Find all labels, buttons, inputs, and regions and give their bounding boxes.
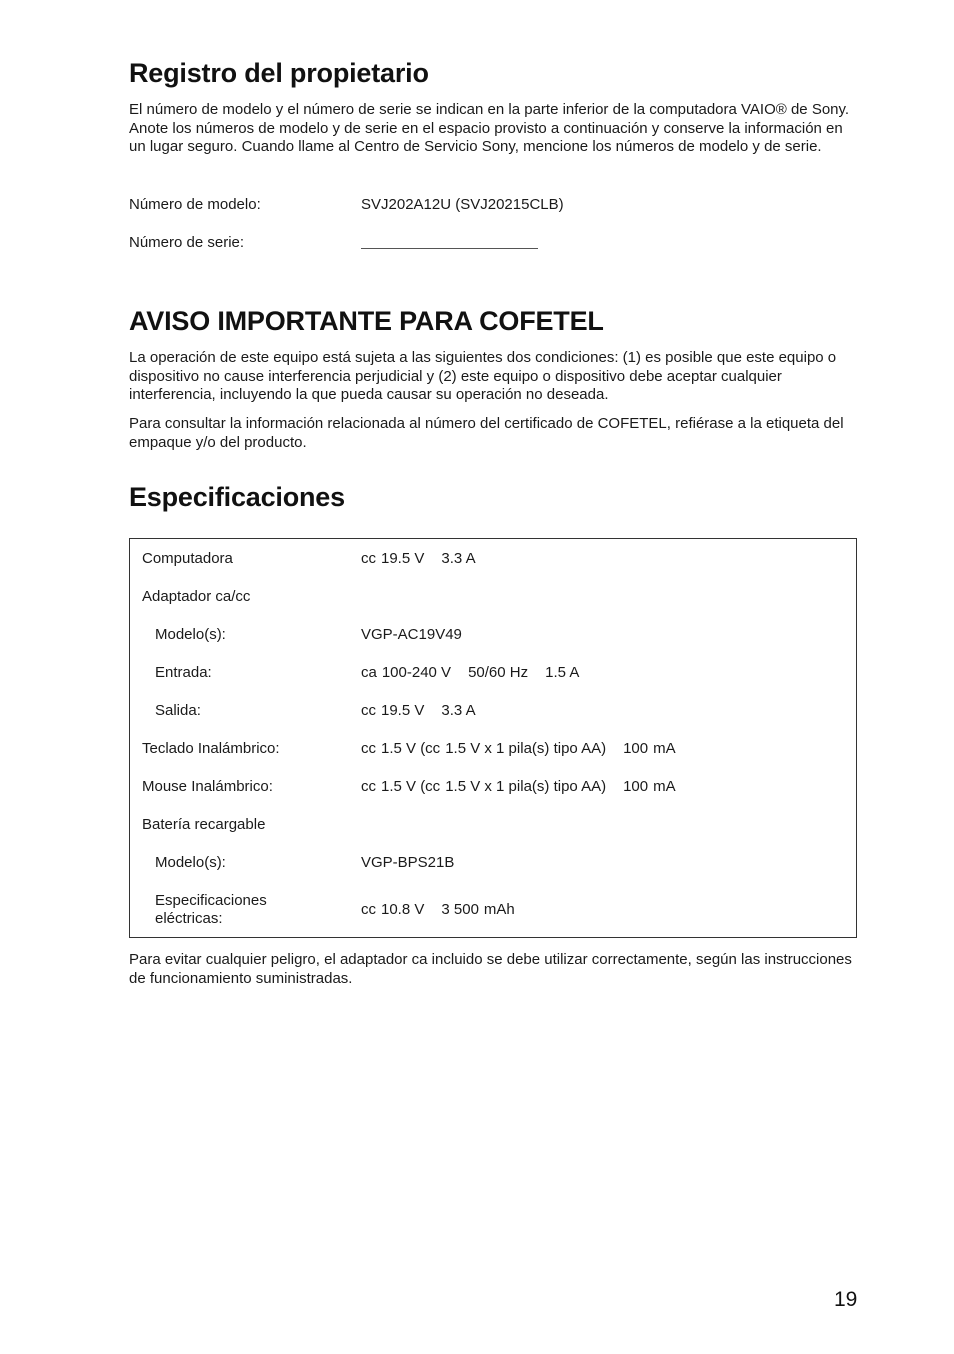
section-title-registro: Registro del propietario (129, 58, 429, 88)
spec-label: Mouse Inalámbrico: (142, 778, 273, 795)
specifications-table (129, 538, 857, 938)
section-title-aviso: AVISO IMPORTANTE PARA COFETEL (129, 306, 604, 336)
model-number-label: Número de modelo: (129, 196, 261, 213)
spec-value: cc 1.5 V (cc 1.5 V x 1 pila(s) tipo AA) 100 mA (361, 778, 676, 795)
section-title-especificaciones: Especificaciones (129, 482, 345, 512)
spec-label: Salida: (155, 702, 201, 719)
safety-note-paragraph: Para evitar cualquier peligro, el adaptador ca incluido se debe utilizar correctamente, según las instrucciones de funcionamiento suministradas. (129, 951, 852, 987)
spec-label: Batería recargable (142, 816, 266, 833)
aviso-paragraph-1: La operación de este equipo está sujeta a las siguientes dos condiciones: (1) es posible que este equipo o dispositivo no cause interferencia perjudicial y (2) este equipo o dispositivo debe aceptar cualquier interferencia, incluyendo la que pueda causar su operación no deseada. (129, 349, 837, 404)
spec-label: Adaptador ca/cc (142, 588, 251, 605)
spec-value: VGP-BPS21B (361, 854, 455, 871)
spec-value: cc 19.5 V 3.3 A (361, 550, 476, 567)
spec-label: Teclado Inalámbrico: (142, 740, 280, 757)
spec-label: Modelo(s): (155, 854, 226, 871)
page-number: 19 (834, 1288, 858, 1311)
spec-value: cc 1.5 V (cc 1.5 V x 1 pila(s) tipo AA) 100 mA (361, 740, 676, 757)
spec-value: cc 10.8 V 3 500 mAh (361, 901, 515, 918)
spec-label: Entrada: (155, 664, 212, 681)
aviso-paragraph-2: Para consultar la información relacionada al número del certificado de COFETEL, refiérase a la etiqueta del empaque y/o del producto. (129, 415, 844, 451)
serial-number-blank-line (361, 248, 538, 249)
model-number-value: SVJ202A12U (SVJ20215CLB) (361, 196, 564, 213)
spec-label: Computadora (142, 550, 233, 567)
registro-paragraph: El número de modelo y el número de serie se indican en la parte inferior de la computadora VAIO® de Sony. Anote los números de modelo y de serie en el espacio provisto a continuación y conserve la información en un lugar seguro. Cuando llame al Centro de Servicio Sony, mencione los números de modelo y de serie. (129, 101, 850, 156)
spec-label: Especificaciones eléctricas: (155, 892, 267, 927)
spec-value: ca 100-240 V 50/60 Hz 1.5 A (361, 664, 580, 681)
serial-number-label: Número de serie: (129, 234, 245, 251)
spec-value: VGP-AC19V49 (361, 626, 462, 643)
spec-value: cc 19.5 V 3.3 A (361, 702, 476, 719)
spec-label: Modelo(s): (155, 626, 226, 643)
